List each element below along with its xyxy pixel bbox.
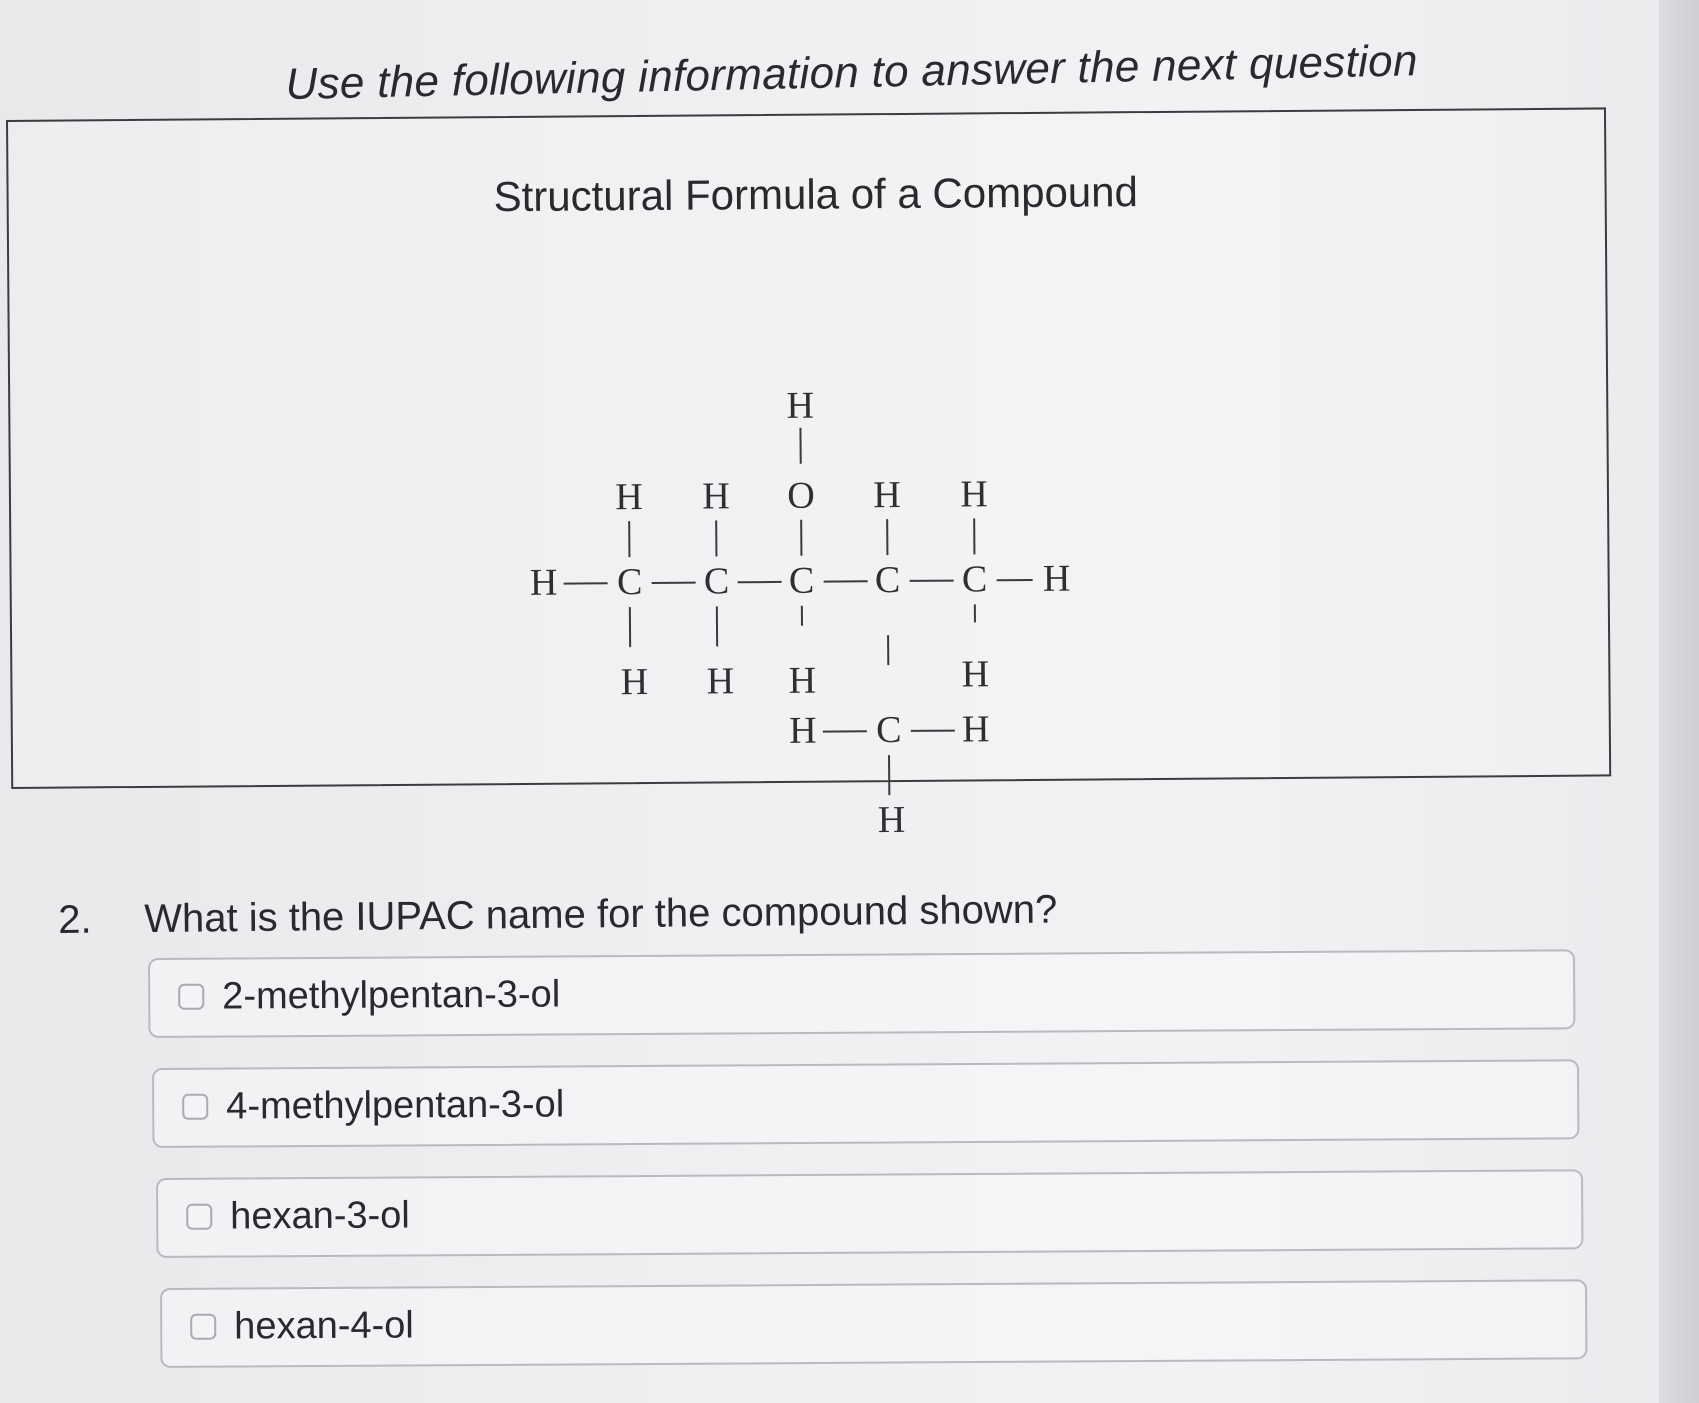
checkbox-icon[interactable] bbox=[190, 1314, 216, 1340]
bond-c1-h-down bbox=[629, 607, 631, 647]
formula-atom-h3-down: H bbox=[788, 659, 817, 702]
formula-atom-c1: C bbox=[616, 561, 643, 604]
formula-atom-h1-down: H bbox=[620, 660, 649, 704]
bond-c4-h-up bbox=[886, 519, 888, 555]
bond-c3-h-down bbox=[801, 606, 803, 626]
formula-atom-h2-up: H bbox=[702, 475, 730, 518]
answer-option-2[interactable] bbox=[152, 1059, 1579, 1148]
bond-c5-h bbox=[997, 579, 1033, 581]
formula-atom-c3: C bbox=[788, 559, 815, 602]
formula-atom-h4-up: H bbox=[873, 473, 901, 517]
answer-option-3[interactable] bbox=[156, 1169, 1583, 1258]
screen-edge bbox=[1659, 0, 1699, 1403]
bond-h-cbranch bbox=[823, 730, 867, 732]
bond-c4-c5 bbox=[910, 580, 954, 582]
answer-option-1[interactable] bbox=[148, 949, 1575, 1038]
bond-c2-h-down bbox=[716, 606, 718, 646]
question-number: 2. bbox=[58, 897, 92, 942]
checkbox-icon[interactable] bbox=[182, 1094, 208, 1120]
formula-atom-h-left: H bbox=[529, 561, 558, 604]
bond-c4-ch3 bbox=[887, 635, 889, 665]
answer-option-label: hexan-3-ol bbox=[230, 1194, 410, 1238]
bond-c2-c3 bbox=[738, 581, 782, 583]
formula-atom-c5: C bbox=[961, 558, 988, 601]
bond-c3-o bbox=[800, 520, 802, 556]
information-box bbox=[6, 107, 1611, 842]
bond-c1-h-up bbox=[628, 521, 630, 557]
formula-atom-h-right: H bbox=[1042, 557, 1071, 600]
formula-atom-c-branch: C bbox=[875, 708, 902, 752]
answer-option-label: 4-methylpentan-3-ol bbox=[226, 1083, 565, 1128]
answer-option-label: hexan-4-ol bbox=[234, 1304, 414, 1348]
bond-h-o bbox=[799, 428, 801, 464]
formula-atom-o: O bbox=[787, 474, 815, 517]
bond-c3-c4 bbox=[824, 580, 868, 582]
answer-option-4[interactable] bbox=[160, 1279, 1587, 1368]
formula-atom-h1-up: H bbox=[615, 476, 643, 519]
formula-atom-c4: C bbox=[874, 558, 901, 602]
bond-cbranch-h-down bbox=[888, 755, 890, 795]
bond-c5-h-up bbox=[973, 518, 975, 554]
answer-option-label: 2-methylpentan-3-ol bbox=[222, 973, 561, 1018]
bond-c5-h-down bbox=[974, 604, 976, 622]
formula-atom-h-branch-left: H bbox=[788, 709, 817, 752]
bond-c1-c2 bbox=[652, 582, 696, 584]
bond-cbranch-h bbox=[911, 730, 955, 732]
structural-formula bbox=[509, 253, 1113, 842]
bond-c2-h-up bbox=[715, 520, 717, 556]
formula-atom-h-branch-right: H bbox=[961, 708, 990, 751]
formula-atom-h2-down: H bbox=[706, 660, 735, 703]
checkbox-icon[interactable] bbox=[186, 1204, 212, 1230]
formula-atom-h5-up: H bbox=[960, 473, 988, 516]
formula-atom-h-top: H bbox=[786, 384, 815, 427]
formula-atom-h5-down: H bbox=[961, 653, 990, 696]
formula-atom-c2: C bbox=[703, 560, 730, 603]
question-text: What is the IUPAC name for the compound shown? bbox=[143, 887, 1058, 942]
bond-h-c1 bbox=[564, 582, 608, 584]
question-prompt bbox=[58, 888, 1057, 943]
intro-instruction: Use the following information to answer the next question bbox=[285, 36, 1419, 109]
info-box-title: Structural Formula of a Compound bbox=[493, 168, 1139, 221]
checkbox-icon[interactable] bbox=[178, 984, 204, 1010]
formula-atom-h-branch-down: H bbox=[877, 798, 906, 842]
